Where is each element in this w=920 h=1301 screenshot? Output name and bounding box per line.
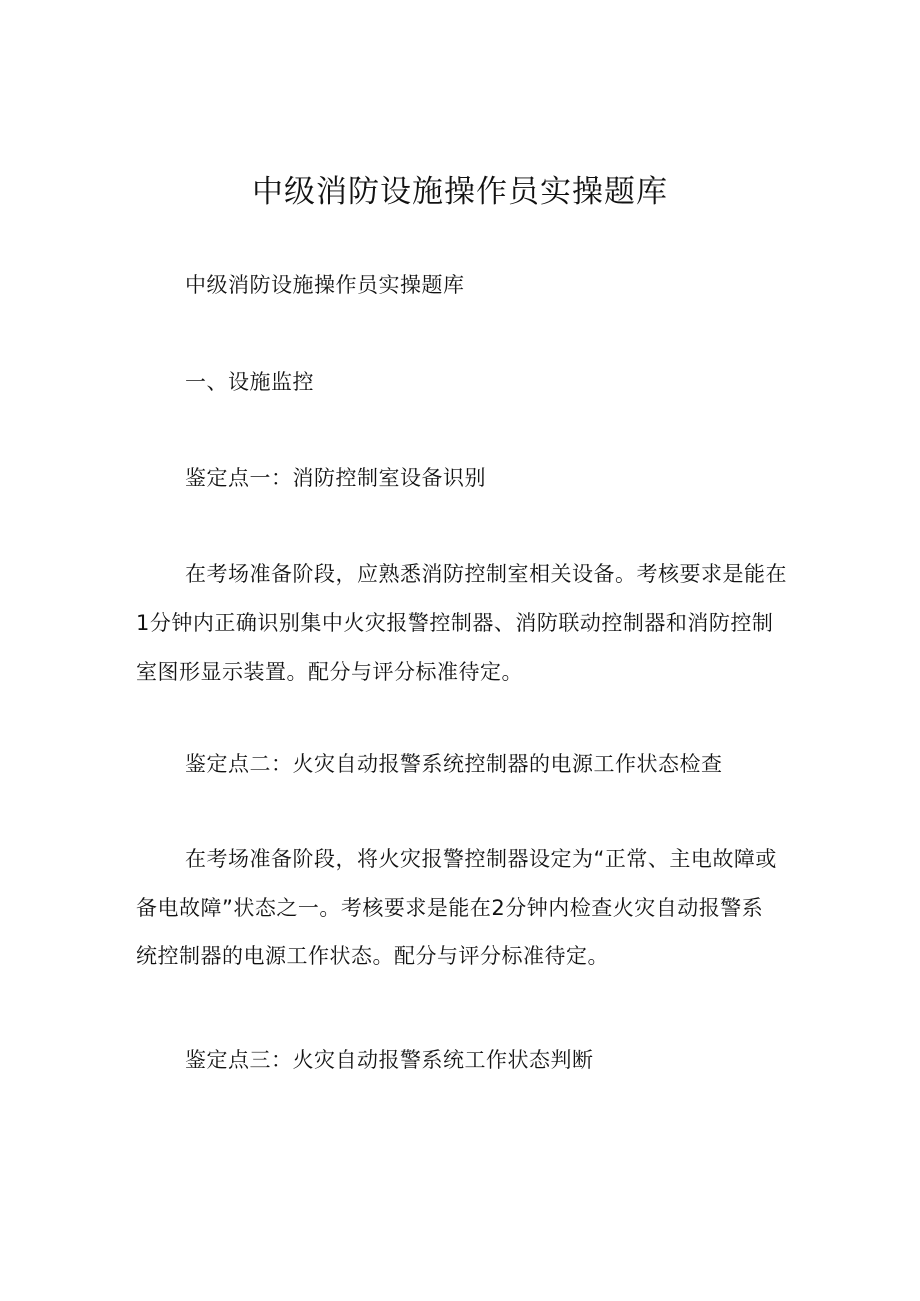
point1-text-line-2: 1分钟内正确识别集中火灾报警控制器、消防联动控制器和消防控制 — [136, 611, 774, 635]
point2-heading: 鉴定点二：火灾自动报警系统控制器的电源工作状态检查 — [185, 752, 723, 776]
document-subtitle: 中级消防设施操作员实操题库 — [185, 273, 465, 297]
point1-text-line-3: 室图形显示装置。配分与评分标准待定。 — [136, 660, 523, 684]
point2-text-line-2: 备电故障”状态之一。考核要求是能在2分钟内检查火灾自动报警系 — [136, 896, 764, 920]
document-title: 中级消防设施操作员实操题库 — [252, 174, 668, 210]
section-heading: 一、设施监控 — [185, 370, 314, 394]
point1-text-line-1: 在考场准备阶段，应熟悉消防控制室相关设备。考核要求是能在 — [185, 562, 787, 586]
point2-text-line-1: 在考场准备阶段，将火灾报警控制器设定为“正常、主电故障或 — [185, 847, 777, 871]
point3-heading: 鉴定点三：火灾自动报警系统工作状态判断 — [185, 1048, 594, 1072]
point1-heading: 鉴定点一：消防控制室设备识别 — [185, 466, 486, 490]
point2-text-line-3: 统控制器的电源工作状态。配分与评分标准待定。 — [136, 944, 609, 968]
